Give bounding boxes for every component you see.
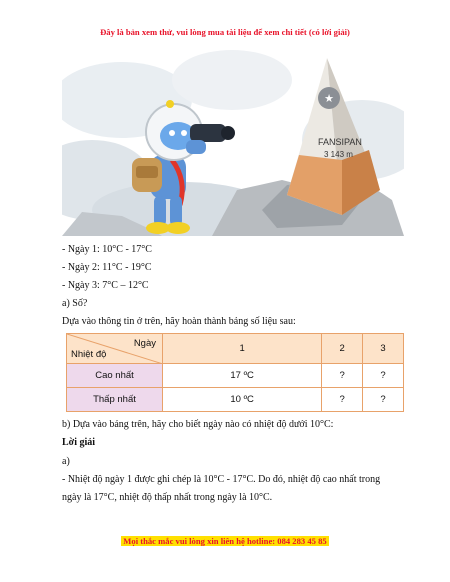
- instruction-text: Dựa vào thông tin ở trên, hãy hoàn thành bảng số liệu sau:: [62, 316, 296, 327]
- table-cell: ?: [363, 388, 404, 412]
- day3-temperature: - Ngày 3: 7°C – 12°C: [62, 280, 149, 291]
- day1-temperature: - Ngày 1: 10°C - 17°C: [62, 244, 152, 255]
- row-label-high: Cao nhất: [67, 364, 163, 388]
- svg-text:★: ★: [324, 92, 334, 105]
- temperature-heading: Nhiệt độ: [71, 349, 107, 360]
- table-row: [67, 388, 404, 412]
- temperature-table: [66, 333, 404, 412]
- sign-name: FANSIPAN: [318, 137, 362, 147]
- question-part-a: a) Số?: [62, 298, 88, 309]
- table-row: [67, 364, 404, 388]
- solution-line: - Nhiệt độ ngày 1 được ghi chép là 10°C - 17°C. Do đó, nhiệt độ cao nhất trong: [62, 474, 381, 485]
- day2-temperature: - Ngày 2: 11°C - 19°C: [62, 262, 152, 273]
- hotline-text: Mọi thắc mắc vui lòng xin liên hệ hotline: 084 283 45 85: [123, 536, 327, 546]
- table-header-row: [67, 334, 404, 364]
- table-corner-cell: [67, 334, 163, 364]
- day-column-header: 2: [322, 334, 363, 364]
- table-cell: 17 ºC: [163, 364, 322, 388]
- solution-heading: Lời giải: [62, 437, 96, 448]
- preview-notice: Đây là bản xem thử, vui lòng mua tài liệu để xem chi tiết (có lời giải): [100, 27, 350, 37]
- table-cell: ?: [322, 388, 363, 412]
- table-cell: ?: [363, 364, 404, 388]
- row-label-low: Thấp nhất: [67, 388, 163, 412]
- sign-height: 3 143 m: [324, 150, 353, 159]
- day-heading: Ngày: [133, 338, 156, 349]
- table-cell: ?: [322, 364, 363, 388]
- astronaut-fansipan-illustration: [62, 40, 404, 236]
- table-cell: 10 ºC: [163, 388, 322, 412]
- hotline-footer: [0, 536, 450, 546]
- solution-line: ngày là 17°C, nhiệt độ thấp nhất trong ngày là 10°C.: [62, 492, 273, 503]
- question-part-b: b) Dựa vào bảng trên, hãy cho biết ngày nào có nhiệt độ dưới 10°C:: [62, 419, 334, 430]
- solution-part-a: a): [62, 456, 70, 467]
- day-column-header: 3: [363, 334, 404, 364]
- day-column-header: 1: [163, 334, 322, 364]
